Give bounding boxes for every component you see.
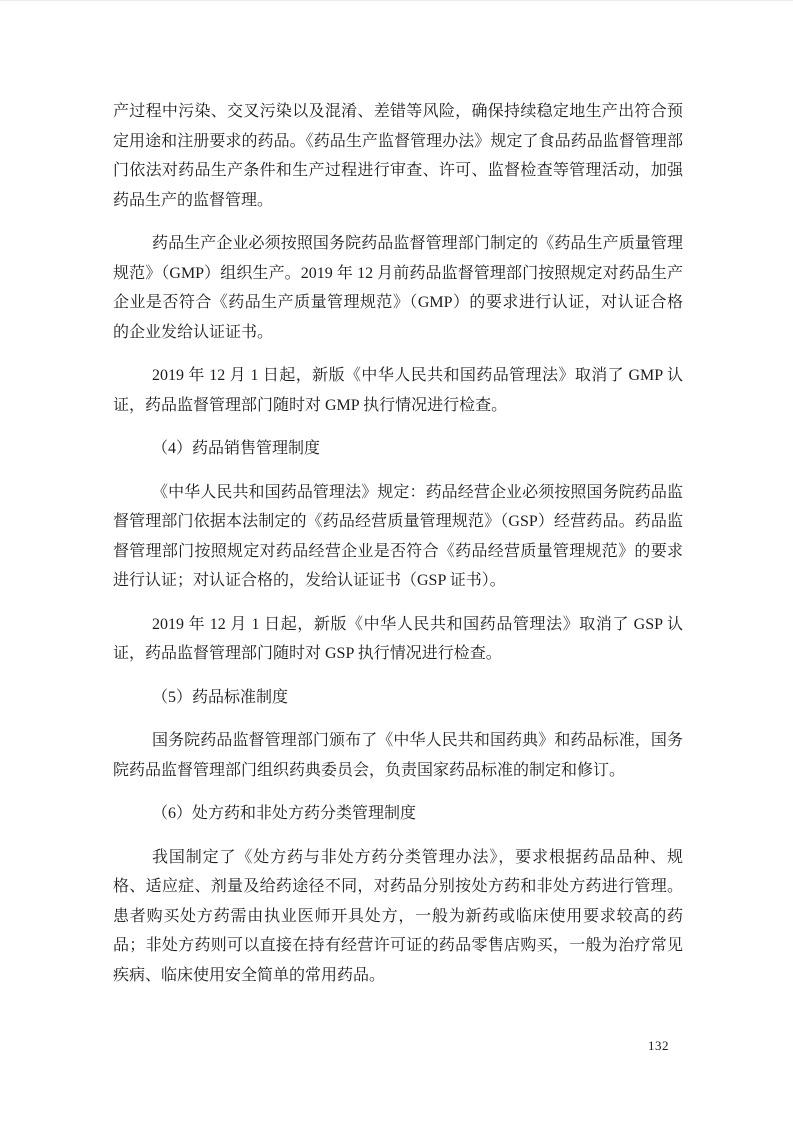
paragraph-rx-otc-management: 我国制定了《处方药与非处方药分类管理办法》，要求根据药品品种、规格、适应症、剂量及给药途径不同，对药品分别按处方药和非处方药进行管理。患者购买处方药需由执业医师开具处方，一般为新药或临床使用要求较高的药品；非处方药则可以直接在持有经营许可证的药品零售店购买，一般为治疗常见疾病、临床使用安全简单的常用药品。 [113, 848, 683, 984]
paragraph-continuation: 产过程中污染、交叉污染以及混淆、差错等风险，确保持续稳定地生产出符合预定用途和注册要求的药品。《药品生产监督管理办法》规定了食品药品监督管理部门依法对药品生产条件和生产过程进行审查、许可、监督检查等管理活动，加强药品生产的监督管理。 [113, 103, 683, 209]
paragraph-pharmacopoeia: 国务院药品监督管理部门颁布了《中华人民共和国药典》和药品标准，国务院药品监督管理部门组织药典委员会，负责国家药品标准的制定和修订。 [113, 732, 683, 779]
section-heading-6-rx-otc: （6）处方药和非处方药分类管理制度 [152, 805, 417, 822]
section-heading-5-drug-standards: （5）药品标准制度 [152, 688, 289, 706]
section-heading-4-drug-sales: （4）药品销售管理制度 [152, 440, 321, 457]
page-body-text [113, 97, 683, 990]
paragraph-gsp-regulation: 《中华人民共和国药品管理法》规定：药品经营企业必须按照国务院药品监督管理部门依据本法制定的《药品经营质量管理规范》（GSP）经营药品。药品监督管理部门按照规定对药品经营企业是否符合《药品经营质量管理规范》的要求进行认证；对认证合格的，发给认证证书（GSP 证书）。 [113, 483, 683, 589]
paragraph-gmp-2019: 2019 年 12 月 1 日起，新版《中华人民共和国药品管理法》取消了 GMP 认证，药品监督管理部门随时对 GMP 执行情况进行检查。 [113, 367, 683, 414]
page-number: 132 [648, 1038, 669, 1053]
paragraph-gmp-production: 药品生产企业必须按照国务院药品监督管理部门制定的《药品生产质量管理规范》（GMP）组织生产。2019 年 12 月前药品监督管理部门按照规定对药品生产企业是否符合《药品生产质量管理规范》（GMP）的要求进行认证，对认证合格的企业发给认证证书。 [113, 235, 683, 341]
paragraph-gsp-2019: 2019 年 12 月 1 日起，新版《中华人民共和国药品管理法》取消了 GSP 认证，药品监督管理部门随时对 GSP 执行情况进行检查。 [113, 615, 683, 662]
